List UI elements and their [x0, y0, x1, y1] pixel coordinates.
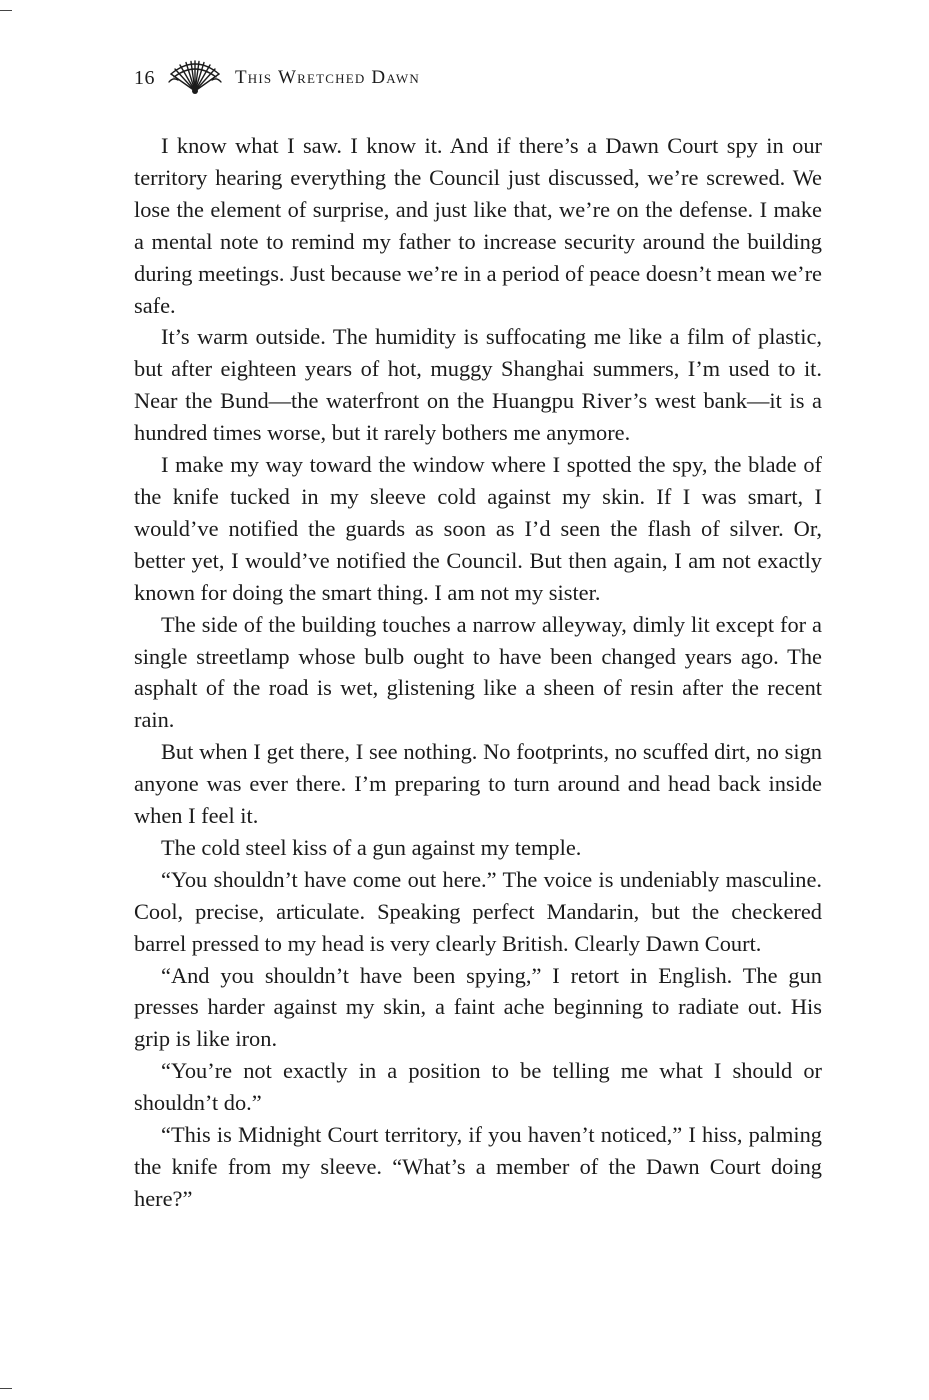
paragraph: “And you shouldn’t have been spying,” I retort in English. The gun presses harder against my skin, a faint ache beginning to radiate out. His grip is like iron.	[134, 962, 822, 1052]
crop-mark-bottom	[0, 1388, 12, 1389]
page-number: 16	[134, 66, 155, 89]
running-head	[134, 58, 420, 98]
paragraph: I make my way toward the window where I spotted the spy, the blade of the knife tucked in my sleeve cold against my skin. If I was smart, I would’ve notified the guards as soon as I’d seen the flash of silver. Or, better yet, I would’ve notified the Council. But then again, I am not exactly known for doing the smart thing. I am not my sister.	[134, 452, 822, 605]
book-title: This Wretched Dawn	[235, 67, 420, 88]
paragraph: The side of the building touches a narrow alleyway, dimly lit except for a single streetlamp whose bulb ought to have been changed years ago. The asphalt of the road is wet, glistening like a sheen of resin after the recent rain.	[134, 611, 822, 733]
body-text	[134, 130, 822, 1215]
paragraph: “This is Midnight Court territory, if you haven’t noticed,” I hiss, palming the knife from my sleeve. “What’s a member of the Dawn Court doing here?”	[134, 1122, 822, 1211]
paragraph: “You’re not exactly in a position to be telling me what I should or shouldn’t do.”	[134, 1058, 822, 1116]
paragraph: It’s warm outside. The humidity is suffocating me like a film of plastic, but after eighteen years of hot, muggy Shanghai summers, I’m used to it. Near the Bund—the waterfront on the Huangpu River’s west bank—it is a hundred times worse, but it rarely bothers me anymore.	[134, 324, 822, 446]
folding-fan-icon	[165, 60, 225, 96]
paragraph: The cold steel kiss of a gun against my temple.	[161, 834, 582, 860]
crop-mark-top	[0, 10, 12, 11]
paragraph: “You shouldn’t have come out here.” The voice is undeniably masculine. Cool, precise, articulate. Speaking perfect Mandarin, but the checkered barrel pressed to my head is very clearly British. Clearly Dawn Court.	[134, 866, 822, 956]
paragraph: But when I get there, I see nothing. No footprints, no scuffed dirt, no sign anyone was ever there. I’m preparing to turn around and head back inside when I feel it.	[134, 739, 822, 829]
paragraph: I know what I saw. I know it. And if there’s a Dawn Court spy in our territory hearing everything the Council just discussed, we’re screwed. We lose the element of surprise, and just like that, we’re on the defense. I make a mental note to remind my father to increase security around the building during meetings. Just because we’re in a period of peace doesn’t mean we’re safe.	[134, 133, 822, 318]
